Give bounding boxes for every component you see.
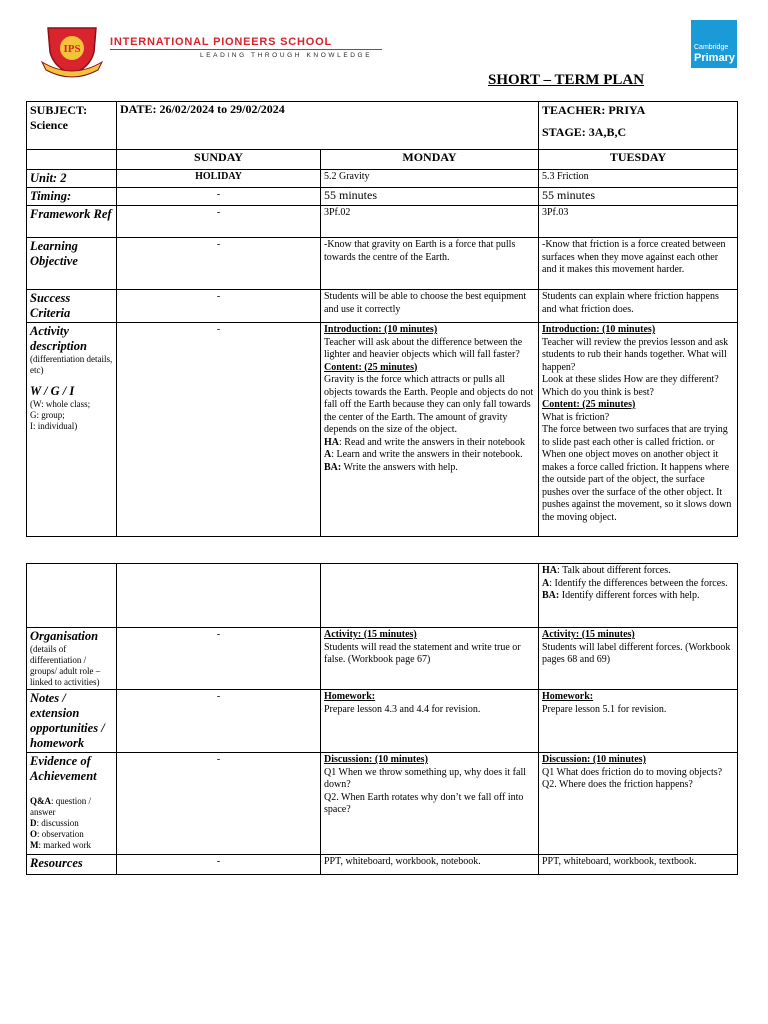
framework-monday: 3Pf.02 xyxy=(321,206,539,238)
wgi-note-1: (W: whole class; xyxy=(30,399,91,409)
organisation-tuesday-text: Students will label different forces. (Workbook pages 68 and 69) xyxy=(542,641,731,665)
a-key: A xyxy=(324,449,332,460)
continued-empty-1 xyxy=(27,564,117,628)
wgi-note-2: G: group; xyxy=(30,410,65,420)
organisation-label-cell xyxy=(27,628,117,690)
m-key: M xyxy=(30,840,39,850)
tuesday-a-line xyxy=(542,578,734,591)
badge-bottom-text: Primary xyxy=(694,52,735,64)
school-crest-logo xyxy=(40,22,104,78)
tuesday-intro-text: Teacher will review the previos lesson and ask students to rub their hands together. What will happen? xyxy=(542,336,729,373)
tuesday-ha-line xyxy=(542,565,734,578)
d-text: : discussion xyxy=(36,818,79,828)
day-monday: MONDAY xyxy=(321,150,539,170)
resources-monday: PPT, whiteboard, workbook, notebook. xyxy=(321,855,539,875)
notes-tuesday-text: Prepare lesson 5.1 for revision. xyxy=(542,703,667,715)
framework-sunday: - xyxy=(117,206,321,238)
resources-label: Resources xyxy=(27,855,117,875)
qa-line xyxy=(30,796,113,818)
unit-sunday: HOLIDAY xyxy=(117,170,321,188)
success-sunday: - xyxy=(117,290,321,323)
ha-key: HA xyxy=(542,565,557,576)
monday-ha-line xyxy=(324,437,535,450)
evidence-tuesday-q1: Q1 What does friction do to moving objects? xyxy=(542,766,723,778)
notes-monday-heading: Homework: xyxy=(324,691,376,702)
tuesday-content-text-1: What is friction? xyxy=(542,411,610,423)
timing-monday: 55 minutes xyxy=(321,188,539,206)
monday-intro-text: Teacher will ask about the difference between the lighter and heavier objects which will fall faster? xyxy=(324,336,523,360)
evidence-monday-heading: Discussion: (10 minutes) xyxy=(324,754,428,765)
qa-text: : question / answer xyxy=(30,796,91,817)
plan-table-continued xyxy=(26,563,738,875)
school-name: INTERNATIONAL PIONEERS SCHOOL xyxy=(110,36,333,48)
unit-monday: 5.2 Gravity xyxy=(321,170,539,188)
o-key: O xyxy=(30,829,38,839)
teacher-text: TEACHER: PRIYA xyxy=(542,103,646,117)
d-key: D xyxy=(30,818,37,828)
continued-tuesday xyxy=(539,564,738,628)
notes-tuesday xyxy=(539,690,738,753)
monday-content-heading: Content: (25 minutes) xyxy=(324,361,418,373)
evidence-monday-q2: Q2. When Earth rotates why don’t we fall off into space? xyxy=(324,791,524,815)
m-text: : marked work xyxy=(38,840,91,850)
m-line xyxy=(30,840,113,851)
activity-label-note: (differentiation details, etc) xyxy=(30,354,113,375)
a-key: A xyxy=(542,577,550,589)
date-text: DATE: 26/02/2024 to 29/02/2024 xyxy=(120,102,285,116)
ba-text: Write the answers with help. xyxy=(341,461,458,473)
organisation-note: (details of differentiation / groups/ adult role – linked to activities) xyxy=(30,644,101,687)
resources-sunday: - xyxy=(117,855,321,875)
continued-empty-3 xyxy=(321,564,539,628)
evidence-tuesday-heading: Discussion: (10 minutes) xyxy=(542,754,646,765)
timing-sunday: - xyxy=(117,188,321,206)
notes-monday xyxy=(321,690,539,753)
monday-ba-line xyxy=(324,462,535,475)
date-cell xyxy=(117,102,539,150)
objective-monday: -Know that gravity on Earth is a force that pulls towards the centre of the Earth. xyxy=(321,238,539,290)
timing-tuesday: 55 minutes xyxy=(539,188,738,206)
objective-label: Learning Objective xyxy=(27,238,117,290)
success-monday: Students will be able to choose the best equipment and use it correctly xyxy=(321,290,539,323)
d-line xyxy=(30,818,113,829)
ba-key: BA: xyxy=(324,461,342,473)
tuesday-intro-text-2: Look at these slides How are they different? Which do you think is best? xyxy=(542,374,719,398)
organisation-monday-heading: Activity: (15 minutes) xyxy=(324,629,417,640)
tuesday-content-heading: Content: (25 minutes) xyxy=(542,399,636,410)
activity-label-cell xyxy=(27,323,117,537)
success-tuesday: Students can explain where friction happens and what friction does. xyxy=(539,290,738,323)
unit-label: Unit: 2 xyxy=(27,170,117,188)
stage-text: STAGE: 3A,B,C xyxy=(542,125,627,139)
empty-header-cell xyxy=(27,150,117,170)
activity-monday xyxy=(321,323,539,537)
a-text: : Identify the differences between the forces. xyxy=(549,577,728,589)
evidence-label: Evidence of Achievement xyxy=(30,754,97,783)
wgi-label: W / G / I xyxy=(30,384,75,398)
organisation-label: Organisation xyxy=(30,629,99,643)
organisation-monday xyxy=(321,628,539,690)
teacher-cell xyxy=(539,102,738,150)
header-rule xyxy=(110,49,382,50)
ba-text: Identify different forces with help. xyxy=(559,590,700,601)
ha-text: : Talk about different forces. xyxy=(557,565,671,576)
framework-label: Framework Ref xyxy=(27,206,117,238)
resources-tuesday: PPT, whiteboard, workbook, textbook. xyxy=(539,855,738,875)
tuesday-ba-line xyxy=(542,590,734,603)
badge-top-text: Cambridge xyxy=(694,44,729,51)
organisation-sunday: - xyxy=(117,628,321,690)
continued-empty-2 xyxy=(117,564,321,628)
evidence-label-cell xyxy=(27,753,117,855)
framework-tuesday: 3Pf.03 xyxy=(539,206,738,238)
evidence-sunday: - xyxy=(117,753,321,855)
evidence-monday-q1: Q1 When we throw something up, why does it fall down? xyxy=(324,766,527,790)
monday-intro-heading: Introduction: (10 minutes) xyxy=(324,324,438,335)
svg-text:IPS: IPS xyxy=(63,43,81,55)
tuesday-intro-heading: Introduction: (10 minutes) xyxy=(542,324,656,335)
notes-tuesday-heading: Homework: xyxy=(542,691,594,702)
cambridge-primary-logo xyxy=(691,20,737,68)
plan-table-main xyxy=(26,101,738,537)
activity-label: Activity description xyxy=(30,324,87,353)
o-line xyxy=(30,829,113,840)
organisation-monday-text: Students will read the statement and write true or false. (Workbook page 67) xyxy=(324,641,521,665)
evidence-tuesday xyxy=(539,753,738,855)
monday-content-text: Gravity is the force which attracts or pulls all objects towards the Earth. People and objects do not fall off the Earth because they can only fall towards the center of the Earth. The amount of gravity depends on the size of the object. xyxy=(324,374,534,435)
wgi-note-3: I: individual) xyxy=(30,421,78,431)
plan-title: SHORT – TERM PLAN xyxy=(488,72,645,88)
objective-tuesday: -Know that friction is a force created between surfaces when they move against each other and it makes this movement harder. xyxy=(539,238,738,290)
organisation-tuesday xyxy=(539,628,738,690)
success-label: Success Criteria xyxy=(27,290,117,323)
ha-key: HA xyxy=(324,436,339,448)
timing-label: Timing: xyxy=(27,188,117,206)
unit-tuesday: 5.3 Friction xyxy=(539,170,738,188)
notes-monday-text: Prepare lesson 4.3 and 4.4 for revision. xyxy=(324,703,481,715)
tuesday-content-text-2: The force between two surfaces that are trying to slide past each other is called friction. or When one object moves on another object it makes a force called friction. It happens where the outside part of the object, the surface pushes over the surface of the other object. It pushes against the movement, so it slows down the moving object. xyxy=(542,424,732,523)
qa-key: Q&A xyxy=(30,796,51,806)
day-sunday: SUNDAY xyxy=(117,150,321,170)
ha-text: : Read and write the answers in their notebook xyxy=(339,436,526,448)
objective-sunday: - xyxy=(117,238,321,290)
organisation-tuesday-heading: Activity: (15 minutes) xyxy=(542,629,635,640)
day-tuesday: TUESDAY xyxy=(539,150,738,170)
school-tagline: LEADING THROUGH KNOWLEDGE xyxy=(200,52,373,59)
evidence-tuesday-q2: Q2. Where does the friction happens? xyxy=(542,779,693,790)
monday-a-line xyxy=(324,449,535,462)
ba-key: BA: xyxy=(542,590,560,601)
o-text: : observation xyxy=(37,829,84,839)
activity-tuesday xyxy=(539,323,738,537)
subject-cell xyxy=(27,102,117,150)
notes-sunday: - xyxy=(117,690,321,753)
evidence-monday xyxy=(321,753,539,855)
notes-label: Notes / extension opportunities / homework xyxy=(27,690,117,753)
a-text: : Learn and write the answers in their notebook. xyxy=(331,449,523,460)
activity-sunday: - xyxy=(117,323,321,537)
subject-text: SUBJECT: Science xyxy=(30,103,88,132)
